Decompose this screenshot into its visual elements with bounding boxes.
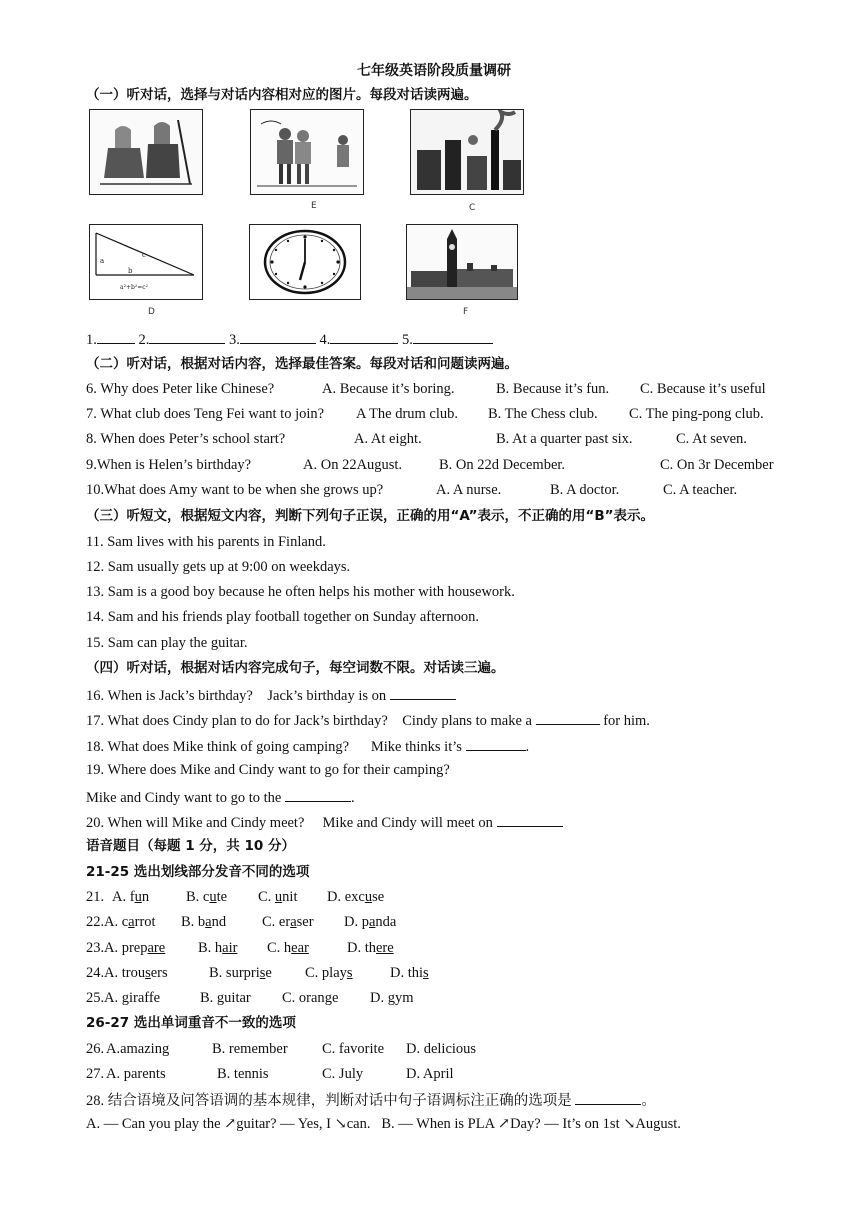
question-28-option-a[interactable] [86, 1116, 370, 1132]
q22-c-post: ser [296, 914, 314, 930]
statement-15: 15. Sam can play the guitar. [86, 635, 248, 651]
question-22-option-d[interactable] [344, 913, 396, 931]
question-9-option-b[interactable]: B. On 22d December. [439, 457, 566, 473]
q24-d-underline: s [423, 965, 429, 981]
picture-f [406, 224, 518, 300]
question-19-end: . [350, 790, 355, 806]
question-20 [86, 812, 563, 832]
question-25-number: 25. [86, 990, 105, 1006]
question-17-text: 17. What does Cindy plan to do for Jack’s birthday? [86, 713, 388, 729]
q24-a-pre: A. trou [104, 965, 146, 981]
question-20-text: 20. When will Mike and Cindy meet? [86, 815, 305, 831]
factory-pollution-sketch [411, 110, 523, 194]
q25-b-post: uitar [224, 990, 251, 1006]
question-23-option-c[interactable] [267, 939, 309, 957]
question-19: 19. Where does Mike and Cindy want to go for their camping? [86, 762, 450, 778]
statement-14: 14. Sam and his friends play football together on Sunday afternoon. [86, 609, 480, 625]
question-10-text: 10.What does Amy want to be when she grows up? [86, 482, 384, 498]
q23-b-pre: B. h [198, 940, 223, 956]
q25-c-underline: g [324, 990, 332, 1006]
q22-b-post: nd [211, 914, 227, 930]
question-24-option-a[interactable] [104, 964, 168, 982]
question-17 [86, 710, 650, 730]
q25-c-pre: C. oran [282, 990, 325, 1006]
question-17-answer-prefix: Cindy plans to make a [402, 713, 532, 729]
svg-text:b: b [128, 267, 133, 275]
q23-c-underline: ear [291, 940, 309, 956]
q25-b-underline: g [216, 990, 225, 1006]
question-19-blank[interactable] [285, 787, 351, 802]
q22-a-underline: a [128, 914, 135, 930]
q28-a-part2: guitar? — Yes, I [236, 1116, 335, 1132]
question-27-option-c[interactable]: C. July [322, 1066, 364, 1082]
question-16-text: 16. When is Jack’s birthday? [86, 688, 253, 704]
svg-text:a²+b²=c²: a²+b²=c² [120, 284, 149, 291]
question-21-option-b[interactable] [186, 888, 227, 906]
question-26-option-c[interactable]: C. favorite [322, 1041, 385, 1057]
rising-arrow-icon: ↗ [497, 1116, 511, 1132]
question-25-option-d[interactable] [370, 989, 414, 1007]
q23-a-underline: are [147, 940, 166, 956]
picture-b [249, 224, 361, 300]
question-17-answer-suffix: for him. [603, 713, 650, 729]
question-6-text: 6. Why does Peter like Chinese? [86, 381, 275, 397]
q21-b-post: te [216, 889, 228, 905]
q24-c-underline: s [346, 965, 353, 981]
question-18-blank[interactable] [466, 736, 526, 751]
question-9-option-c[interactable]: C. On 3r December [660, 457, 774, 473]
q23-d-underline: ere [376, 940, 394, 956]
q21-a-underline: u [134, 889, 142, 905]
question-24-option-c[interactable] [305, 964, 353, 982]
q21-c-pre: C. [258, 889, 275, 905]
q21-a-pre: A. f [112, 889, 135, 905]
q25-a-post: iraffe [128, 990, 161, 1006]
page-title: 七年级英语阶段质量调研 [357, 63, 511, 79]
clock-picture [250, 225, 360, 299]
question-19-answer [86, 787, 355, 807]
question-22-number: 22. [86, 914, 105, 930]
q25-a-underline: g [121, 990, 129, 1006]
answer-blanks-row [86, 329, 493, 349]
question-8-option-c[interactable]: C. At seven. [676, 431, 747, 447]
question-10-option-c[interactable]: C. A teacher. [663, 482, 738, 498]
question-7-text: 7. What club does Teng Fei want to join? [86, 406, 325, 422]
question-28 [86, 1090, 656, 1110]
question-23-option-d[interactable] [347, 939, 394, 957]
picture-label-d: D [148, 307, 155, 317]
question-16-blank[interactable] [390, 685, 456, 700]
q21-b-pre: B. c [186, 889, 210, 905]
question-20-answer-prefix: Mike and Cindy will meet on [322, 815, 493, 831]
q23-d-pre: D. th [347, 940, 376, 956]
blank-1-label: 1. [86, 332, 97, 348]
question-28-options [86, 1115, 681, 1133]
phonetics-sub1: 21-25 选出划线部分发音不同的选项 [86, 864, 310, 880]
question-18-answer-prefix: Mike thinks it’s [370, 739, 462, 755]
q22-a-post: rrot [134, 914, 156, 930]
blank-4-label: 4. [319, 332, 331, 348]
question-9-option-a[interactable]: A. On 22August. [303, 457, 403, 473]
blank-3-label: 3. [229, 332, 240, 348]
question-22-option-c[interactable] [262, 913, 314, 931]
question-28-text: 28. 结合语境及问答语调的基本规律，判断对话中句子语调标注正确的选项是 [86, 1093, 572, 1109]
question-26-number: 26. [86, 1041, 105, 1057]
question-23-number: 23. [86, 940, 105, 956]
q22-b-pre: B. b [181, 914, 206, 930]
people-talking-sketch [90, 110, 202, 194]
statement-12: 12. Sam usually gets up at 9:00 on weekdays. [86, 559, 351, 575]
question-22-option-b[interactable] [181, 913, 226, 931]
question-10-option-b[interactable]: B. A doctor. [550, 482, 620, 498]
picture-c [410, 109, 524, 195]
q23-b-underline: air [222, 940, 238, 956]
q22-d-underline: a [368, 914, 376, 930]
question-8-option-b[interactable]: B. At a quarter past six. [496, 431, 633, 447]
q25-c-post: e [331, 990, 339, 1006]
question-28-end: 。 [641, 1093, 656, 1109]
question-7-option-c[interactable]: C. The ping-pong club. [629, 406, 764, 422]
picture-a [89, 109, 203, 195]
question-28-blank[interactable] [575, 1090, 641, 1105]
question-6-option-c[interactable]: C. Because it’s useful [640, 381, 766, 397]
statement-11: 11. Sam lives with his parents in Finland. [86, 534, 326, 550]
falling-arrow-icon: ↘ [334, 1116, 347, 1132]
question-27-option-b[interactable]: B. tennis [217, 1066, 269, 1082]
question-25-option-b[interactable] [200, 989, 251, 1007]
q23-c-pre: C. h [267, 940, 292, 956]
q21-d-underline: u [364, 889, 373, 905]
question-24-option-b[interactable] [209, 964, 272, 982]
question-21-number: 21. [86, 889, 105, 905]
answer-blank-2[interactable] [149, 329, 225, 344]
section1-heading: （一）听对话，选择与对话内容相对应的图片。每段对话读两遍。 [86, 87, 478, 103]
q24-d-pre: D. thi [390, 965, 424, 981]
q28-b-part3: August. [635, 1116, 681, 1132]
family-walking-sketch [251, 110, 363, 194]
question-10-option-a[interactable]: A. A nurse. [436, 482, 502, 498]
q22-d-post: nda [375, 914, 397, 930]
q25-a-pre: A. [104, 990, 122, 1006]
question-23-option-b[interactable] [198, 939, 237, 957]
answer-blank-5[interactable] [413, 329, 493, 344]
question-24-number: 24. [86, 965, 105, 981]
question-9-text: 9.When is Helen’s birthday? [86, 457, 252, 473]
q21-b-underline: u [209, 889, 217, 905]
question-22-option-a[interactable] [104, 913, 156, 931]
question-27-option-a[interactable]: A. parents [106, 1066, 166, 1082]
q25-d-underline: g [387, 990, 395, 1006]
q21-d-post: se [372, 889, 385, 905]
q25-d-pre: D. [370, 990, 388, 1006]
section4-heading: （四）听对话，根据对话内容完成句子，每空词数不限。对话读三遍。 [86, 660, 505, 676]
question-27-number: 27. [86, 1066, 105, 1082]
question-21-option-d[interactable] [327, 888, 384, 906]
question-7-option-b[interactable]: B. The Chess club. [488, 406, 598, 422]
q25-d-post: ym [394, 990, 414, 1006]
question-18-end: . [525, 739, 530, 755]
question-21-option-a[interactable] [112, 888, 149, 906]
question-27-option-d[interactable]: D. April [406, 1066, 454, 1082]
question-24-option-d[interactable] [390, 964, 429, 982]
q28-a-part1: A. — Can you play the [86, 1116, 225, 1132]
section3-heading: （三）听短文，根据短文内容，判断下列句子正误，正确的用“A”表示，不正确的用“B”表示。 [86, 508, 654, 524]
question-25-option-a[interactable] [104, 989, 160, 1007]
phonetics-heading: 语音题目（每题 1 分，共 10 分） [86, 838, 295, 854]
q23-a-pre: A. prep [104, 940, 148, 956]
q21-c-post: nit [282, 889, 298, 905]
question-25-option-c[interactable] [282, 989, 338, 1007]
statement-13: 13. Sam is a good boy because he often helps his mother with housework. [86, 584, 515, 600]
q22-b-underline: a [205, 914, 212, 930]
question-21-option-c[interactable] [258, 888, 297, 906]
question-17-blank[interactable] [536, 710, 600, 725]
question-18 [86, 736, 529, 756]
picture-label-e: E [311, 201, 317, 211]
svg-text:c: c [142, 251, 146, 259]
question-8-option-a[interactable]: A. At eight. [354, 431, 422, 447]
rising-arrow-icon: ↗ [224, 1116, 237, 1132]
picture-d [89, 224, 203, 300]
triangle-pythagoras-diagram [90, 225, 202, 299]
section2-heading: （二）听对话，根据对话内容，选择最佳答案。每段对话和问题读两遍。 [86, 356, 518, 372]
phonetics-sub2: 26-27 选出单词重音不一致的选项 [86, 1015, 296, 1031]
q24-a-underline: s [145, 965, 151, 981]
answer-blank-4[interactable] [330, 329, 398, 344]
question-26-option-b[interactable]: B. remember [212, 1041, 288, 1057]
question-23-option-a[interactable] [104, 939, 165, 957]
q22-c-pre: C. er [262, 914, 291, 930]
picture-label-f: F [463, 307, 469, 317]
picture-label-c: C [469, 203, 476, 213]
question-18-text: 18. What does Mike think of going camping? [86, 739, 350, 755]
q21-c-underline: u [274, 889, 283, 905]
question-16 [86, 685, 456, 705]
q25-b-pre: B. [200, 990, 217, 1006]
question-7-option-a[interactable]: A The drum club. [356, 406, 459, 422]
question-8-text: 8. When does Peter’s school start? [86, 431, 286, 447]
q24-a-post: ers [150, 965, 168, 981]
q28-b-part2: Day? — It’s on 1st [510, 1116, 624, 1132]
q24-c-pre: C. play [305, 965, 347, 981]
question-6-option-b[interactable]: B. Because it’s fun. [496, 381, 610, 397]
q28-b-part1: B. — When is PLA [381, 1116, 498, 1132]
q24-b-underline: s [259, 965, 266, 981]
picture-e [250, 109, 364, 195]
big-ben-london-sketch [407, 225, 517, 299]
q24-b-pre: B. surpri [209, 965, 260, 981]
q22-d-pre: D. p [344, 914, 369, 930]
question-26-option-d[interactable]: D. delicious [406, 1041, 477, 1057]
question-6-option-a[interactable]: A. Because it’s boring. [322, 381, 455, 397]
blank-5-label: 5. [402, 332, 413, 348]
svg-text:a: a [100, 257, 105, 265]
falling-arrow-icon: ↘ [623, 1116, 636, 1132]
blank-2-label: 2. [138, 332, 150, 348]
question-19-answer-prefix: Mike and Cindy want to go to the [86, 790, 282, 806]
q22-a-pre: A. c [104, 914, 129, 930]
answer-blank-1[interactable] [97, 329, 135, 344]
q21-d-pre: D. exc [327, 889, 365, 905]
question-16-answer-prefix: Jack’s birthday is on [267, 688, 387, 704]
answer-blank-3[interactable] [240, 329, 316, 344]
question-20-blank[interactable] [497, 812, 563, 827]
question-26-option-a[interactable]: A.amazing [106, 1041, 170, 1057]
q28-a-part3: can. [346, 1116, 371, 1132]
q24-b-post: e [265, 965, 272, 981]
question-28-option-b[interactable] [381, 1116, 681, 1132]
q21-a-post: n [141, 889, 150, 905]
q22-c-underline: a [290, 914, 297, 930]
